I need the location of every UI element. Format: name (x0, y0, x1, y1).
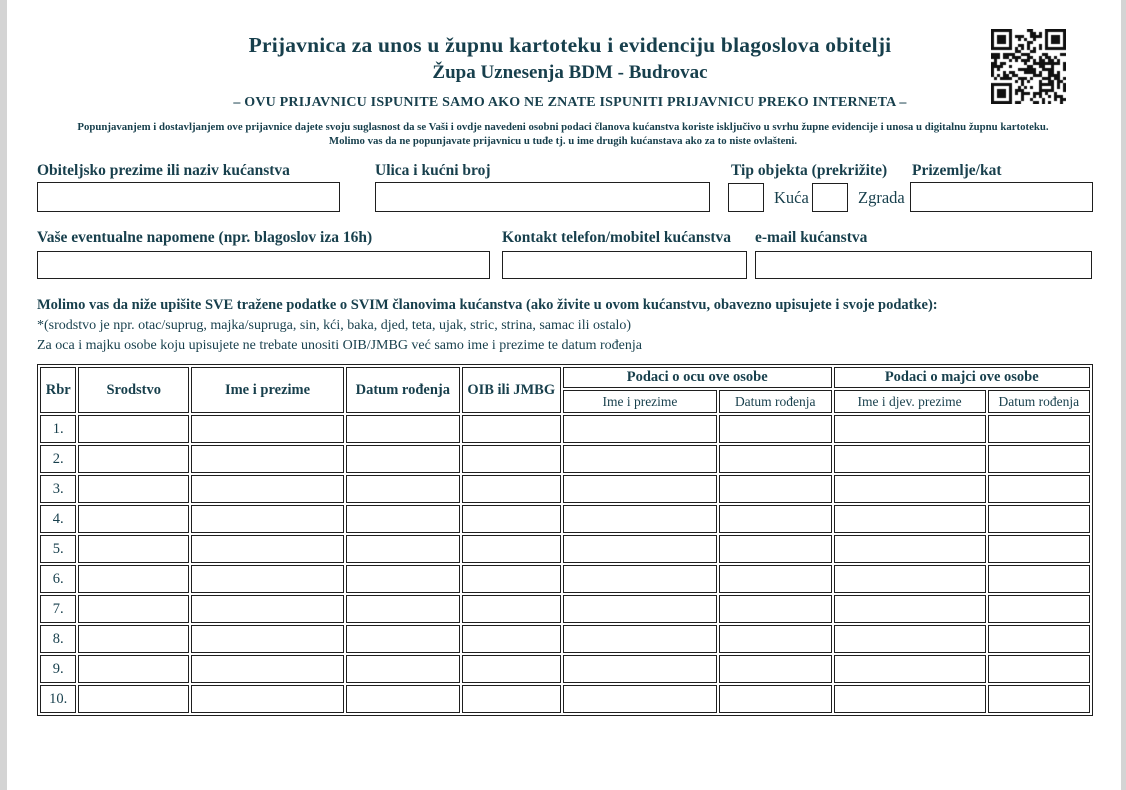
table-cell[interactable] (191, 655, 344, 683)
table-cell[interactable] (988, 565, 1090, 593)
notes-label: Vaše eventualne napomene (npr. blagoslov iza 16h) (37, 229, 373, 246)
mother-name-header: Ime i djev. prezime (834, 390, 986, 413)
table-cell[interactable] (191, 415, 344, 443)
table-cell[interactable] (563, 535, 717, 563)
table-cell[interactable] (563, 415, 717, 443)
table-row (40, 655, 1090, 683)
consent-line-2: Molimo vas da ne popunjavate prijavnicu u tuđe tj. u ime drugih kućanstava ako za to niste ovlašteni. (328, 135, 798, 147)
table-cell[interactable] (462, 505, 561, 533)
surname-input[interactable] (37, 182, 340, 212)
table-cell[interactable] (346, 415, 460, 443)
row-number-cell: 6. (40, 565, 76, 593)
email-input[interactable] (755, 251, 1092, 279)
father-group-header: Podaci o ocu ove osobe (563, 367, 832, 388)
object-type-label: Tip objekta (prekrižite) (731, 162, 888, 179)
table-cell[interactable] (834, 445, 986, 473)
row-number-cell: 4. (40, 505, 76, 533)
form-title: Prijavnica za unos u župnu kartoteku i evidenciju blagoslova obitelji (248, 33, 892, 57)
table-cell[interactable] (462, 445, 561, 473)
table-cell[interactable] (563, 565, 717, 593)
instructions-line-1: Molimo vas da niže upišite SVE tražene podatke o SVIM članovima kućanstva (ako živite u ovom kućanstvu, obavezno upisujete i svoje podatke): (37, 297, 938, 313)
form-header (70, 33, 1070, 111)
row-number-cell: 2. (40, 445, 76, 473)
table-cell[interactable] (834, 625, 986, 653)
table-row (40, 595, 1090, 623)
table-cell[interactable] (346, 565, 460, 593)
table-cell[interactable] (462, 625, 561, 653)
table-cell[interactable] (78, 685, 188, 713)
row-number-cell: 9. (40, 655, 76, 683)
table-cell[interactable] (462, 535, 561, 563)
consent-note (0, 120, 1126, 148)
street-input[interactable] (375, 182, 710, 212)
table-cell[interactable] (988, 595, 1090, 623)
father-name-header: Ime i prezime (563, 390, 717, 413)
table-row (40, 415, 1090, 443)
table-cell[interactable] (346, 475, 460, 503)
table-cell[interactable] (462, 415, 561, 443)
table-cell[interactable] (462, 685, 561, 713)
table-cell[interactable] (191, 565, 344, 593)
table-cell[interactable] (834, 685, 986, 713)
table-cell[interactable] (78, 655, 188, 683)
table-row (40, 565, 1090, 593)
table-cell[interactable] (346, 535, 460, 563)
table-cell[interactable] (563, 595, 717, 623)
table-cell[interactable] (719, 535, 832, 563)
table-cell[interactable] (834, 655, 986, 683)
table-cell[interactable] (988, 445, 1090, 473)
building-checkbox-label: Zgrada (858, 188, 905, 207)
viewer-left-edge (0, 0, 7, 790)
row-number-cell: 7. (40, 595, 76, 623)
col-header-ime: Ime i prezime (191, 367, 344, 413)
table-cell[interactable] (346, 445, 460, 473)
qr-code-icon (991, 29, 1066, 104)
phone-input[interactable] (502, 251, 747, 279)
table-cell[interactable] (834, 595, 986, 623)
notes-input[interactable] (37, 251, 490, 279)
table-cell[interactable] (719, 685, 832, 713)
instructions-line-2: *(srodstvo je npr. otac/suprug, majka/supruga, sin, kći, baka, djed, teta, ujak, stric, strina, samac ili ostalo) (37, 317, 632, 333)
table-cell[interactable] (563, 445, 717, 473)
table-cell[interactable] (719, 625, 832, 653)
table-instructions (37, 295, 1097, 357)
table-row (40, 625, 1090, 653)
members-table (37, 364, 1095, 716)
table-cell[interactable] (78, 475, 188, 503)
table-cell[interactable] (78, 415, 188, 443)
table-cell[interactable] (988, 685, 1090, 713)
table-cell[interactable] (78, 535, 188, 563)
table-cell[interactable] (834, 535, 986, 563)
house-checkbox[interactable] (728, 183, 764, 212)
table-row (40, 445, 1090, 473)
col-header-datum: Datum rođenja (346, 367, 460, 413)
row-number-cell: 10. (40, 685, 76, 713)
col-header-srodstvo: Srodstvo (78, 367, 188, 413)
table-cell[interactable] (191, 685, 344, 713)
table-cell[interactable] (78, 565, 188, 593)
table-cell[interactable] (563, 475, 717, 503)
table-cell[interactable] (191, 475, 344, 503)
parish-name: Župa Uznesenja BDM - Budrovac (432, 62, 708, 83)
table-cell[interactable] (346, 685, 460, 713)
table-cell[interactable] (988, 475, 1090, 503)
table-cell[interactable] (346, 595, 460, 623)
table-cell[interactable] (988, 415, 1090, 443)
col-header-oib: OIB ili JMBG (462, 367, 561, 413)
table-cell[interactable] (563, 655, 717, 683)
table-cell[interactable] (719, 475, 832, 503)
floor-label: Prizemlje/kat (912, 162, 1002, 179)
table-cell[interactable] (462, 655, 561, 683)
table-cell[interactable] (719, 595, 832, 623)
table-cell[interactable] (563, 505, 717, 533)
table-cell[interactable] (462, 595, 561, 623)
table-body (40, 415, 1090, 713)
col-header-rbr: Rbr (40, 367, 76, 413)
table-row (40, 475, 1090, 503)
table-cell[interactable] (834, 565, 986, 593)
row-number-cell: 1. (40, 415, 76, 443)
table-row (40, 685, 1090, 713)
table-cell[interactable] (563, 685, 717, 713)
table-cell[interactable] (563, 625, 717, 653)
row-number-cell: 8. (40, 625, 76, 653)
table-cell[interactable] (834, 475, 986, 503)
table-cell[interactable] (346, 505, 460, 533)
row-number-cell: 5. (40, 535, 76, 563)
floor-input[interactable] (910, 182, 1093, 212)
table-cell[interactable] (78, 505, 188, 533)
table-cell[interactable] (462, 475, 561, 503)
table-row (40, 505, 1090, 533)
table-cell[interactable] (988, 505, 1090, 533)
table-cell[interactable] (988, 655, 1090, 683)
surname-label: Obiteljsko prezime ili naziv kućanstva (37, 162, 290, 179)
house-checkbox-label: Kuća (774, 188, 809, 207)
viewer-right-edge (1121, 0, 1126, 790)
table-cell[interactable] (719, 655, 832, 683)
table-cell[interactable] (346, 655, 460, 683)
table-cell[interactable] (719, 415, 832, 443)
father-dob-header: Datum rođenja (719, 390, 832, 413)
table-cell[interactable] (719, 505, 832, 533)
street-label: Ulica i kućni broj (375, 162, 491, 179)
table-cell[interactable] (988, 535, 1090, 563)
table-cell[interactable] (78, 625, 188, 653)
building-checkbox[interactable] (812, 183, 848, 212)
consent-line-1: Popunjavanjem i dostavljanjem ove prijavnice dajete svoju suglasnost da se Vaši i ovdje navedeni osobni podaci članova kućanstva koriste isključivo u svrhu župne evidencije i unosa u digitalnu župnu kartoteku. (77, 121, 1049, 133)
table-cell[interactable] (191, 535, 344, 563)
mother-dob-header: Datum rođenja (988, 390, 1090, 413)
table-cell[interactable] (191, 505, 344, 533)
instructions-line-3: Za oca i majku osobe koju upisujete ne trebate unositi OIB/JMBG već samo ime i prezime te datum rođenja (37, 338, 642, 353)
table-row (40, 535, 1090, 563)
email-label: e-mail kućanstva (755, 229, 868, 246)
table-cell[interactable] (191, 625, 344, 653)
table-cell[interactable] (462, 565, 561, 593)
table-cell[interactable] (191, 595, 344, 623)
table-cell[interactable] (719, 565, 832, 593)
warning-line: – OVU PRIJAVNICU ISPUNITE SAMO AKO NE ZNATE ISPUNITI PRIJAVNICU PREKO INTERNETA – (233, 95, 907, 110)
table-cell[interactable] (191, 445, 344, 473)
row-number-cell: 3. (40, 475, 76, 503)
phone-label: Kontakt telefon/mobitel kućanstva (502, 229, 732, 246)
table-cell[interactable] (834, 505, 986, 533)
table-cell[interactable] (988, 625, 1090, 653)
table-cell[interactable] (834, 415, 986, 443)
table-cell[interactable] (78, 595, 188, 623)
table-cell[interactable] (719, 445, 832, 473)
mother-group-header: Podaci o majci ove osobe (834, 367, 1091, 388)
table-cell[interactable] (346, 625, 460, 653)
table-cell[interactable] (78, 445, 188, 473)
